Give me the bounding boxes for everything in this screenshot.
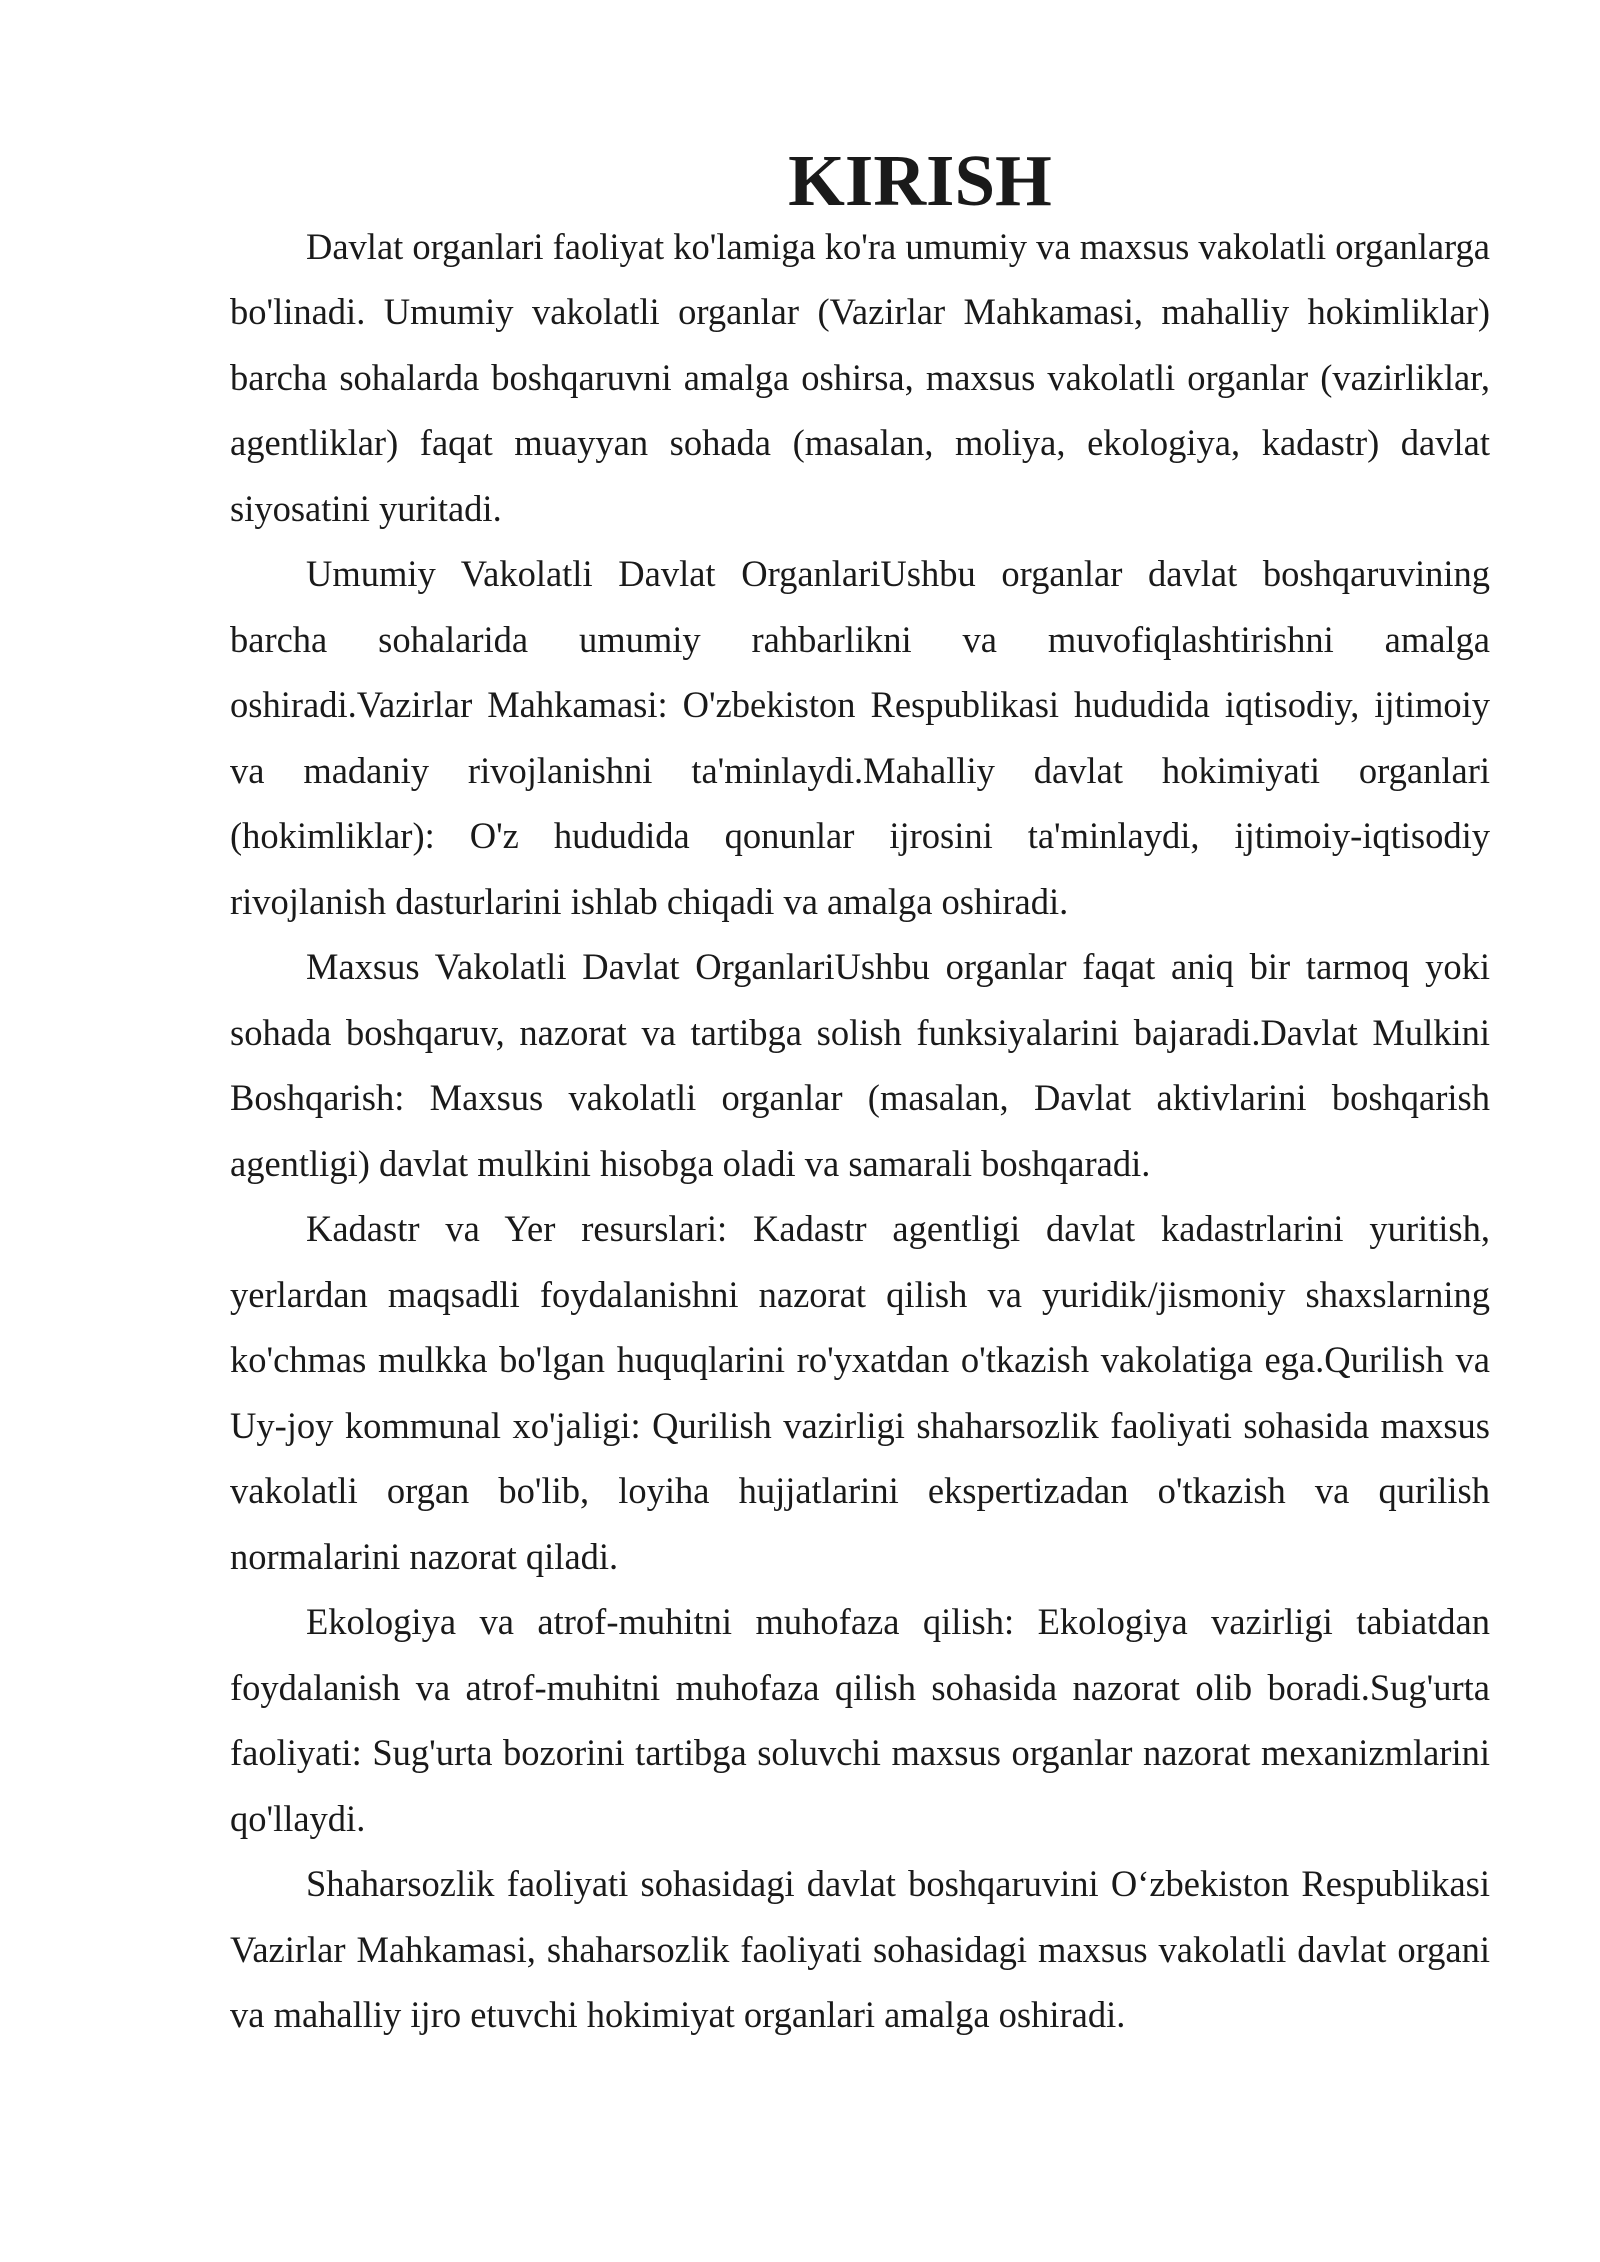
paragraph-1: Davlat organlari faoliyat ko'lamiga ko'ra umumiy va maxsus vakolatli organlarga bo'linadi. Umumiy vakolatli organlar (Vazirlar Mahkamasi, mahalliy hokimliklar) barcha sohalarda boshqaruvni amalga oshirsa, maxsus vakolatli organlar (vazirliklar, agentliklar) faqat muayyan sohada (masalan, moliya, ekologiya, kadastr) davlat siyosatini yuritadi.: [230, 225, 1490, 529]
paragraph-6: Shaharsozlik faoliyati sohasidagi davlat boshqaruvini O‘zbekiston Respublikasi Vazirlar Mahkamasi, shaharsozlik faoliyati sohasidagi maxsus vakolatli davlat organi va mahalliy ijro etuvchi hokimiyat organlari amalga oshiradi.: [230, 1863, 1490, 2035]
paragraph-5: Ekologiya va atrof-muhitni muhofaza qilish: Ekologiya vazirligi tabiatdan foydalanish va atrof-muhitni muhofaza qilish sohasida nazorat olib boradi.Sug'urta faoliyati: Sug'urta bozorini tartibga soluvchi maxsus organlar nazorat mexanizmlarini qo'llaydi.: [230, 1601, 1490, 1839]
paragraph-3: Maxsus Vakolatli Davlat OrganlariUshbu organlar faqat aniq bir tarmoq yoki sohada boshqaruv, nazorat va tartibga solish funksiyalarini bajaradi.Davlat Mulkini Boshqarish: Maxsus vakolatli organlar (masalan, Davlat aktivlarini boshqarish agentligi) davlat mulkini hisobga oladi va samarali boshqaradi.: [230, 946, 1490, 1184]
paragraph-4: Kadastr va Yer resurslari: Kadastr agentligi davlat kadastrlarini yuritish, yerlardan maqsadli foydalanishni nazorat qilish va yuridik/jismoniy shaxslarning ko'chmas mulkka bo'lgan huquqlarini ro'yxatdan o'tkazish vakolatiga ega.Qurilish va Uy-joy kommunal xo'jaligi: Qurilish vazirligi shaharsozlik faoliyati sohasida maxsus vakolatli organ bo'lib, loyiha hujjatlarini ekspertizadan o'tkazish va qurilish normalarini nazorat qiladi.: [230, 1208, 1490, 1577]
document-title: KIRISH: [788, 140, 1052, 221]
document-page: [230, 140, 1490, 2048]
paragraph-2: Umumiy Vakolatli Davlat OrganlariUshbu organlar davlat boshqaruvining barcha sohalarida umumiy rahbarlikni va muvofiqlashtirishni amalga oshiradi.Vazirlar Mahkamasi: O'zbekiston Respublikasi hududida iqtisodiy, ijtimoiy va madaniy rivojlanishni ta'minlaydi.Mahalliy davlat hokimiyati organlari (hokimliklar): O'z hududida qonunlar ijrosini ta'minlaydi, ijtimoiy-iqtisodiy rivojlanish dasturlarini ishlab chiqadi va amalga oshiradi.: [230, 553, 1490, 922]
